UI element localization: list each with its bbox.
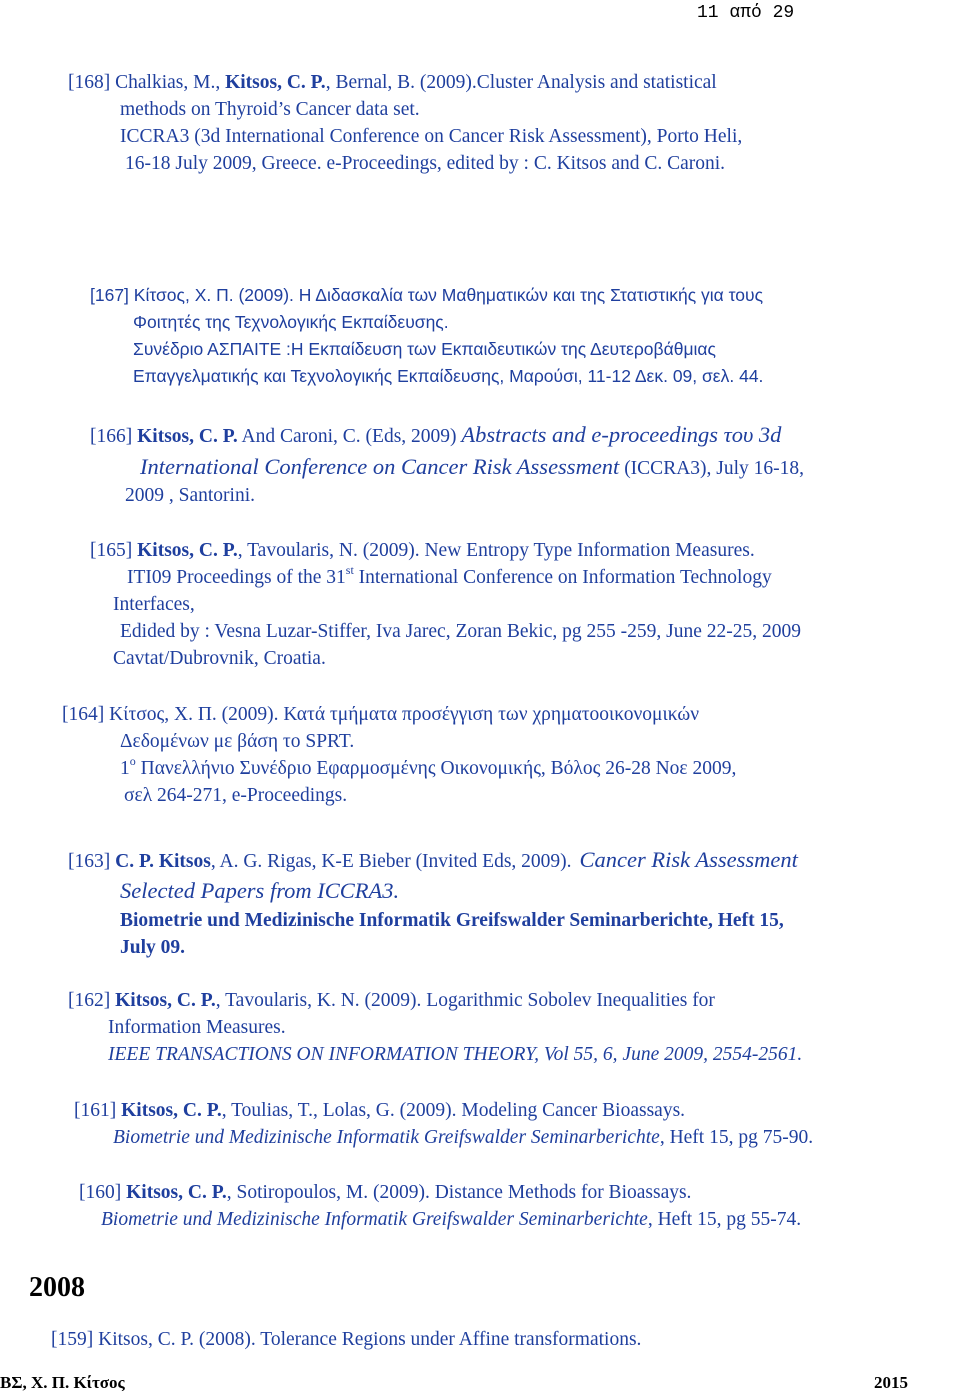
ref-161-line1 — [74, 1097, 685, 1124]
ref-164-line1: [164] Κίτσος, Χ. Π. (2009). Κατά τμήματα προσέγγιση των χρηματοοικονομικών — [62, 704, 700, 725]
ref-journal-details: , Heft 15, pg 55-74. — [647, 1209, 802, 1230]
ref-number: [162] — [68, 990, 116, 1011]
ref-165-line2 — [127, 564, 772, 591]
ref-author-bold: Kitsos, C. P. — [225, 72, 326, 93]
ref-rest: , Tavoularis, K. N. (2009). Logarithmic Sobolev Inequalities for — [215, 990, 715, 1011]
ref-number: [160] — [79, 1182, 127, 1203]
year-heading: 2008 — [29, 1272, 85, 1303]
ref-166-line3: 2009 , Santorini. — [125, 485, 255, 506]
ref-160-journal — [101, 1206, 801, 1233]
ref-163-line1 — [68, 846, 798, 875]
ref-161-journal — [113, 1124, 813, 1151]
ref-164-line3 — [120, 755, 736, 782]
footer-year: 2015 — [874, 1373, 908, 1392]
ref-165-line1 — [90, 537, 755, 564]
ref-number: [163] — [68, 851, 116, 872]
ref-number: [161] — [74, 1100, 122, 1121]
ref-authors-rest: , A. G. Rigas, K-E Bieber (Invited Eds, 2009). — [210, 851, 572, 872]
ref-number: [168] — [68, 72, 116, 93]
ref-165-line3: Interfaces, — [113, 594, 195, 615]
ref-superscript: st — [345, 562, 354, 577]
ref-author-bold: Kitsos, C. P. — [137, 540, 238, 561]
ref-163-title-line2: Selected Papers from ICCRA3. — [120, 878, 400, 903]
page-number: 11 από 29 — [697, 3, 795, 23]
ref-160-line1 — [79, 1179, 691, 1206]
ref-title-cont: International Conference on Cancer Risk Assessment — [140, 454, 620, 479]
ref-164-line2: Δεδομένων με βάση το SPRT. — [120, 731, 355, 752]
ref-168-line4: 16-18 July 2009, Greece. e-Proceedings, edited by : C. Kitsos and C. Caroni. — [125, 153, 726, 174]
ref-167-line4: Επαγγελματικής και Τεχνολογικής Εκπαίδευσης, Μαρούσι, 11-12 Δεκ. 09, σελ. 44. — [133, 366, 764, 386]
ref-168-line3: ICCRA3 (3d International Conference on Cancer Risk Assessment), Porto Heli, — [120, 126, 743, 147]
ref-journal-details: , Heft 15, pg 75-90. — [659, 1127, 814, 1148]
ref-authors-rest: And Caroni, C. (Eds, 2009) — [237, 426, 462, 447]
ref-number: [165] — [90, 540, 138, 561]
ref-ordinal: 1 — [120, 758, 130, 779]
ref-163-journal2: July 09. — [120, 937, 186, 958]
ref-author-bold: Kitsos, C. P. — [115, 990, 216, 1011]
ref-title: Abstracts and e-proceedings του 3d — [461, 422, 782, 447]
ref-journal-name: Biometrie und Medizinische Informatik Greifswalder Seminarberichte — [113, 1127, 660, 1148]
ref-proceedings-rest: International Conference on Information Technology — [353, 567, 772, 588]
ref-163-journal1: Biometrie und Medizinische Informatik Greifswalder Seminarberichte, Heft 15, — [120, 910, 784, 931]
ref-author-bold: Kitsos, C. P. — [137, 426, 238, 447]
ref-proceedings: ITI09 Proceedings of the 31 — [127, 567, 346, 588]
ref-164-line4: σελ 264-271, e-Proceedings. — [124, 785, 348, 806]
ref-167-line3: Συνέδριο ΑΣΠΑΙΤΕ :Η Εκπαίδευση των Εκπαιδευτικών της Δευτεροβάθμιας — [133, 339, 716, 359]
ref-details: (ICCRA3), July 16-18, — [619, 458, 805, 479]
ref-167-line1: [167] Κίτσος, Χ. Π. (2009). Η Διδασκαλία των Μαθηματικών και της Στατιστικής για τους — [90, 285, 764, 305]
ref-159-line1: [159] Kitsos, C. P. (2008). Tolerance Regions under Affine transformations. — [51, 1329, 642, 1350]
ref-title: Cancer Risk Assessment — [579, 847, 798, 872]
ref-author-bold: Kitsos, C. P. — [126, 1182, 227, 1203]
ref-162-journal: IEEE TRANSACTIONS ON INFORMATION THEORY, Vol 55, 6, June 2009, 2554-2561. — [108, 1044, 803, 1065]
ref-165-line4: Edided by : Vesna Luzar-Stiffer, Iva Jarec, Zoran Bekic, pg 255 -259, June 22-25, 2009 — [120, 621, 801, 642]
footer-author: ΒΣ, Χ. Π. Κίτσος — [0, 1373, 125, 1392]
ref-rest: , Toulias, T., Lolas, G. (2009). Modeling Cancer Bioassays. — [221, 1100, 686, 1121]
ref-authors: Chalkias, M., — [115, 72, 226, 93]
ref-162-line2: Information Measures. — [108, 1017, 286, 1038]
ref-165-line5: Cavtat/Dubrovnik, Croatia. — [113, 648, 326, 669]
ref-166-line2 — [140, 453, 804, 482]
ref-162-line1 — [68, 987, 715, 1014]
ref-author-bold: C. P. Kitsos — [115, 851, 211, 872]
ref-authors-rest: , Bernal, B. (2009).Cluster Analysis and statistical — [325, 72, 717, 93]
ref-superscript: ο — [129, 753, 136, 768]
ref-rest: , Sotiropoulos, M. (2009). Distance Methods for Bioassays. — [226, 1182, 692, 1203]
ref-166-line1 — [90, 421, 781, 450]
ref-168-line2: methods on Thyroid’s Cancer data set. — [120, 99, 420, 120]
ref-author-bold: Kitsos, C. P. — [121, 1100, 222, 1121]
ref-rest: , Tavoularis, N. (2009). New Entropy Type Information Measures. — [237, 540, 755, 561]
ref-conference: Πανελλήνιο Συνέδριο Εφαρμοσμένης Οικονομικής, Βόλος 26-28 Νοε 2009, — [135, 758, 737, 779]
ref-journal-name: Biometrie und Medizinische Informatik Greifswalder Seminarberichte — [101, 1209, 648, 1230]
ref-167-line2: Φοιτητές της Τεχνολογικής Εκπαίδευσης. — [133, 312, 449, 332]
ref-number: [166] — [90, 426, 138, 447]
ref-168-line1 — [68, 69, 717, 96]
